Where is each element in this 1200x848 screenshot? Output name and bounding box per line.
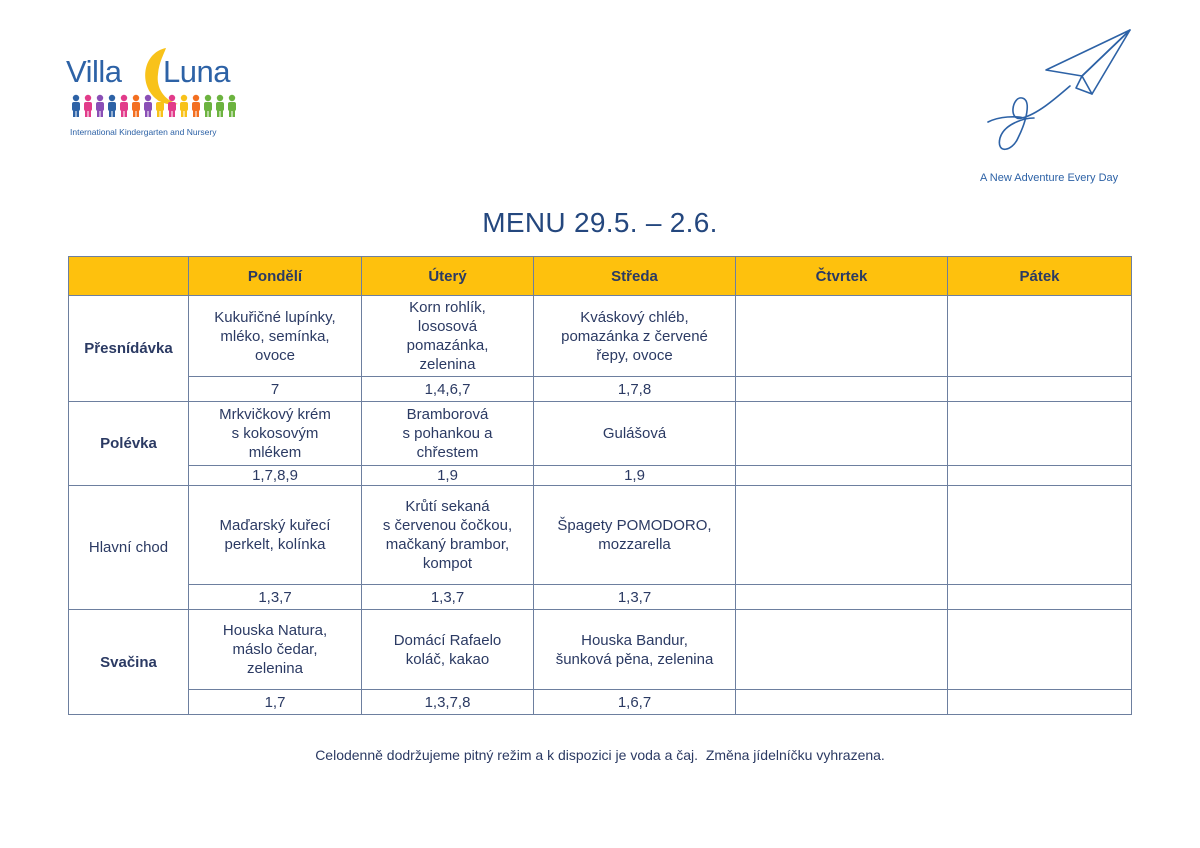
dish-cell: Kváskový chléb, pomazánka z červené řepy, ovoce (534, 296, 736, 377)
row-label-snack-afternoon: Svačina (69, 610, 189, 715)
allergen-row (69, 466, 1132, 486)
row-label-snack-morning: Přesnídávka (69, 296, 189, 402)
table-row-snack-afternoon (69, 610, 1132, 690)
dish-cell (736, 486, 948, 585)
allergen-cell: 1,7,8 (534, 377, 736, 402)
slogan: A New Adventure Every Day (980, 172, 1119, 184)
allergen-cell (948, 690, 1132, 715)
allergen-cell (736, 690, 948, 715)
dish-cell: Houska Natura, máslo čedar, zelenina (189, 610, 362, 690)
allergen-cell (948, 585, 1132, 610)
header-cell-friday: Pátek (948, 257, 1132, 296)
allergen-row (69, 377, 1132, 402)
paper-plane-icon (978, 26, 1138, 161)
dish-cell: Mrkvičkový krém s kokosovým mlékem (189, 402, 362, 466)
header-cell-empty (69, 257, 189, 296)
allergen-cell: 1,3,7 (189, 585, 362, 610)
header-cell-monday: Pondělí (189, 257, 362, 296)
table-row-snack-morning (69, 296, 1132, 377)
allergen-cell: 1,3,7,8 (362, 690, 534, 715)
dish-cell: Špagety POMODORO, mozzarella (534, 486, 736, 585)
header-cell-thursday: Čtvrtek (736, 257, 948, 296)
dish-cell: Bramborová s pohankou a chřestem (362, 402, 534, 466)
dish-cell (948, 486, 1132, 585)
dish-cell: Houska Bandur, šunková pěna, zelenina (534, 610, 736, 690)
logo (66, 44, 266, 144)
dish-cell: Krůtí sekaná s červenou čočkou, mačkaný brambor, kompot (362, 486, 534, 585)
allergen-row (69, 585, 1132, 610)
dish-cell (948, 610, 1132, 690)
header-cell-tuesday: Úterý (362, 257, 534, 296)
allergen-cell: 1,9 (534, 466, 736, 486)
allergen-cell: 1,3,7 (362, 585, 534, 610)
table-row-soup (69, 402, 1132, 466)
dish-cell: Gulášová (534, 402, 736, 466)
dish-cell (948, 402, 1132, 466)
header-row (69, 257, 1132, 296)
dish-cell (736, 610, 948, 690)
allergen-cell (736, 585, 948, 610)
allergen-cell: 1,4,6,7 (362, 377, 534, 402)
dish-cell: Domácí Rafaelo koláč, kakao (362, 610, 534, 690)
dish-cell (736, 296, 948, 377)
dish-cell (948, 296, 1132, 377)
allergen-cell: 1,7 (189, 690, 362, 715)
table-row-main-course (69, 486, 1132, 585)
dish-cell: Maďarský kuřecí perkelt, kolínka (189, 486, 362, 585)
allergen-row (69, 690, 1132, 715)
logo-tagline: International Kindergarten and Nursery (70, 127, 217, 137)
allergen-cell (948, 377, 1132, 402)
allergen-cell (736, 377, 948, 402)
children-figures-icon (70, 94, 240, 118)
allergen-cell (948, 466, 1132, 486)
dish-cell: Kukuřičné lupínky, mléko, semínka, ovoce (189, 296, 362, 377)
footer-note: Celodenně dodržujeme pitný režim a k dispozici je voda a čaj. Změna jídelníčku vyhrazena. (315, 747, 885, 763)
row-label-main-course: Hlavní chod (69, 486, 189, 610)
allergen-cell: 1,7,8,9 (189, 466, 362, 486)
allergen-cell: 1,6,7 (534, 690, 736, 715)
allergen-cell: 1,3,7 (534, 585, 736, 610)
dish-cell (736, 402, 948, 466)
menu-table (68, 256, 1132, 715)
dish-cell: Korn rohlík, lososová pomazánka, zelenina (362, 296, 534, 377)
row-label-soup: Polévka (69, 402, 189, 486)
logo-word-villa: Villa (66, 54, 122, 89)
header-cell-wednesday: Středa (534, 257, 736, 296)
page-title: MENU 29.5. – 2.6. (482, 207, 718, 238)
logo-word-luna: Luna (163, 54, 230, 89)
allergen-cell (736, 466, 948, 486)
allergen-cell: 7 (189, 377, 362, 402)
allergen-cell: 1,9 (362, 466, 534, 486)
